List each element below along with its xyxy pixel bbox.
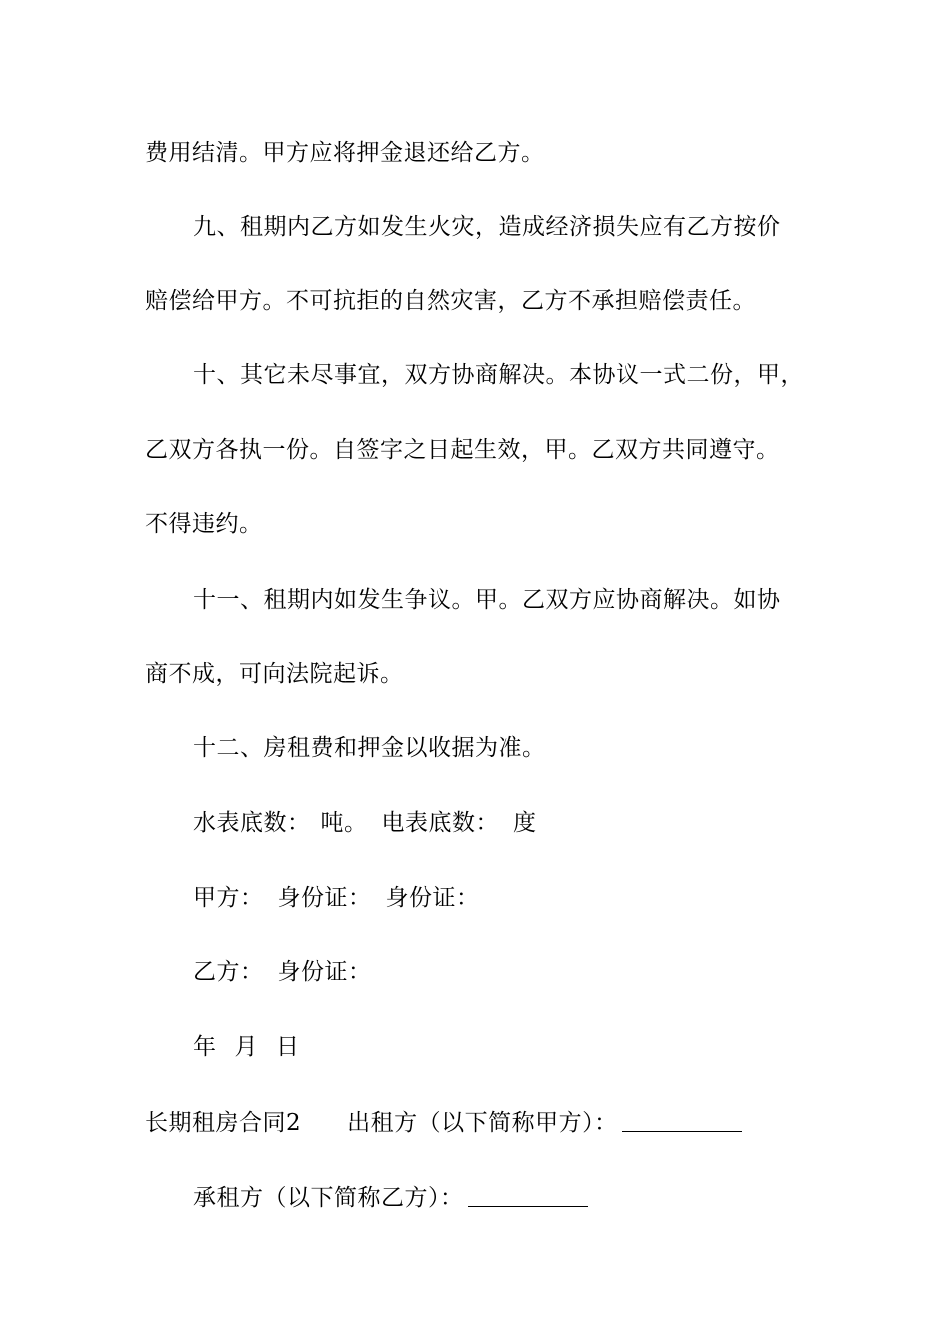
date-year: 年 — [193, 1034, 217, 1060]
date-month: 月 — [234, 1034, 258, 1060]
contract2-title: 长期租房合同2 — [145, 1110, 302, 1136]
party-a-signature-line — [193, 883, 480, 913]
clause-ten-line-1: 十、其它未尽事宜，双方协商解决。本协议一式二份，甲， — [193, 362, 804, 388]
contract2-header-line — [145, 1108, 742, 1138]
clause-ten-line-3: 不得违约。 — [145, 511, 263, 537]
water-meter-label: 水表底数： — [193, 810, 311, 836]
clause-eleven-line-1: 十一、租期内如发生争议。甲。乙双方应协商解决。如协 — [193, 587, 781, 613]
party-a-label: 甲方： — [193, 885, 264, 911]
party-a-id-label-1: 身份证： — [277, 885, 372, 911]
paragraph-line: 费用结清。甲方应将押金退还给乙方。 — [145, 140, 545, 166]
date-day: 日 — [276, 1034, 300, 1060]
party-b-signature-line — [193, 957, 372, 987]
party-b-id-label: 身份证： — [277, 959, 372, 985]
lessee-line — [193, 1183, 588, 1213]
lessee-blank-line — [468, 1186, 588, 1207]
water-meter-unit: 吨。 — [320, 810, 368, 836]
electric-meter-unit: 度 — [513, 810, 537, 836]
lessor-label: 出租方（以下简称甲方）： — [347, 1110, 618, 1136]
meter-readings-line — [193, 808, 537, 838]
clause-twelve-line: 十二、房租费和押金以收据为准。 — [193, 735, 546, 761]
lessee-label: 承租方（以下简称乙方）： — [193, 1185, 464, 1211]
party-a-id-label-2: 身份证： — [385, 885, 480, 911]
clause-nine-line-2: 赔偿给甲方。不可抗拒的自然灾害，乙方不承担赔偿责任。 — [145, 288, 756, 314]
clause-ten-line-2: 乙双方各执一份。自签字之日起生效，甲。乙双方共同遵守。 — [145, 437, 780, 463]
date-line — [193, 1032, 300, 1062]
clause-eleven-line-2: 商不成，可向法院起诉。 — [145, 661, 404, 687]
lessor-blank-line — [622, 1111, 742, 1132]
clause-nine-line-1: 九、租期内乙方如发生火灾，造成经济损失应有乙方按价 — [193, 214, 781, 240]
party-b-label: 乙方： — [193, 959, 264, 985]
electric-meter-label: 电表底数： — [381, 810, 499, 836]
